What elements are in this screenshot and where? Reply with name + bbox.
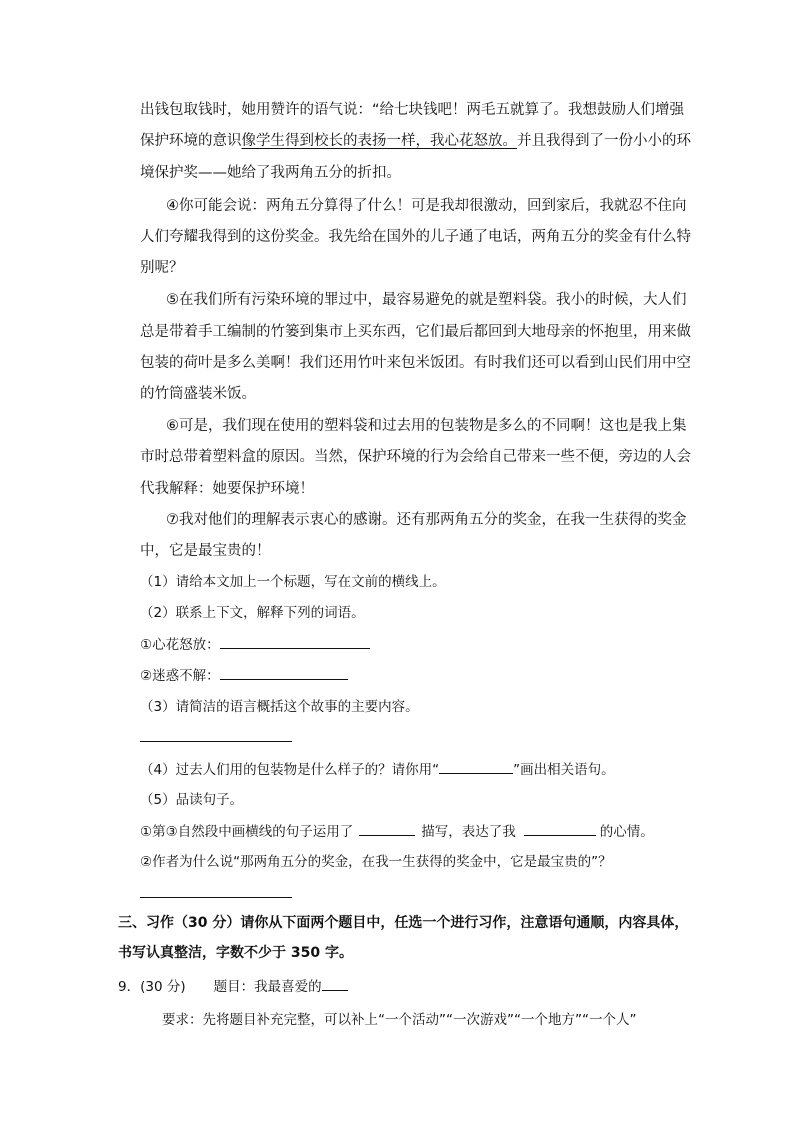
question-4-text: ”画出相关语句。 [513,762,615,778]
text-span: 保护环境的意识 [140,133,242,149]
answer-blank[interactable] [220,634,370,649]
essay-title: 题目：我最喜爱的 [213,979,322,995]
question-9-line [118,976,348,997]
question-2-item-b [140,665,348,686]
question-5-item-b: ②作者为什么说“那两角五分的奖金，在我一生获得的奖金中，它是最宝贵的”？ [140,854,612,870]
text-line: ④你可能会说：两角五分算得了什么！可是我却很激动，回到家后，我就忍不住向 [166,198,687,214]
question-5-item-a [140,821,654,842]
text-line: 的竹筒盛装米饭。 [140,386,256,402]
text-line: 人们夸耀我得到的这份奖金。我先给在国外的儿子通了电话，两角五分的奖金有什么特 [140,229,691,245]
text-line: 出钱包取钱时，她用赞许的语气说：“给七块钱吧！两毛五就算了。我想鼓励人们增强 [140,102,685,118]
text-line [140,131,691,151]
text-line: 别呢？ [140,260,184,276]
question-3: （3）请简洁的语言概括这个故事的主要内容。 [140,699,419,715]
answer-blank[interactable] [439,759,513,774]
text-line: 市时总带着塑料盒的原因。当然，保护环境的行为会给自己带来一些不便，旁边的人会 [140,449,691,465]
text-line: ⑦我对他们的理解表示衷心的感谢。还有那两角五分的奖金，在我一生获得的奖金 [166,512,687,528]
answer-blank[interactable] [524,821,596,836]
question-5a-text: ①第③自然段中画横线的句子运用了 [140,824,354,840]
text-line: ⑤在我们所有污染环境的罪过中，最容易避免的就是塑料袋。我小的时候，大人们 [166,292,687,308]
answer-blank[interactable] [220,665,348,680]
question-2-item-a [140,634,370,655]
question-2b-label: ②迷惑不解： [140,668,220,684]
underlined-sentence: 像学生得到校长的表扬一样，我心花怒放。 [241,133,517,149]
question-5: （5）品读句子。 [140,792,244,808]
answer-line[interactable] [140,741,292,742]
question-4-text: （4）过去人们用的包装物是什么样子的？请你用“ [140,762,440,778]
question-5a-text: 描写，表达了我 [421,824,516,840]
answer-blank[interactable] [359,821,415,836]
question-5a-text: 的心情。 [599,824,654,840]
text-line: 总是带着手工编制的竹篓到集市上买东西，它们最后都回到大地母亲的怀抱里，用来做 [140,324,691,340]
answer-blank[interactable] [322,976,348,991]
text-line: 境保护奖——她给了我两角五分的折扣。 [140,165,401,181]
text-line: ⑥可是，我们现在使用的塑料袋和过去用的包装物是多么的不同啊！这也是我上集 [166,418,687,434]
question-2: （2）联系上下文，解释下列的词语。 [140,605,365,621]
requirement-text: 要求：先将题目补充完整，可以补上“一个活动”“一次游戏”“一个地方”“一个人” [162,1012,637,1028]
question-4 [140,759,615,780]
answer-line[interactable] [140,897,292,898]
section-heading-line: 三、习作（30 分）请你从下面两个题目中，任选一个进行习作，注意语句通顺，内容具体， [118,915,689,931]
question-2a-label: ①心花怒放： [140,637,220,653]
text-line: 中，它是最宝贵的！ [140,543,271,559]
text-line: 包装的荷叶是多么美啊！我们还用竹叶来包米饭团。有时我们还可以看到山民们用中空 [140,355,691,371]
question-1: （1）请给本文加上一个标题，写在文前的横线上。 [140,574,446,590]
text-line: 代我解释：她要保护环境！ [140,481,314,497]
text-span: 并且我得到了一份小小的环 [517,133,691,149]
question-number: 9．(30 分) [118,979,186,995]
section-heading-line: 书写认真整洁，字数不少于 350 字。 [118,945,353,961]
